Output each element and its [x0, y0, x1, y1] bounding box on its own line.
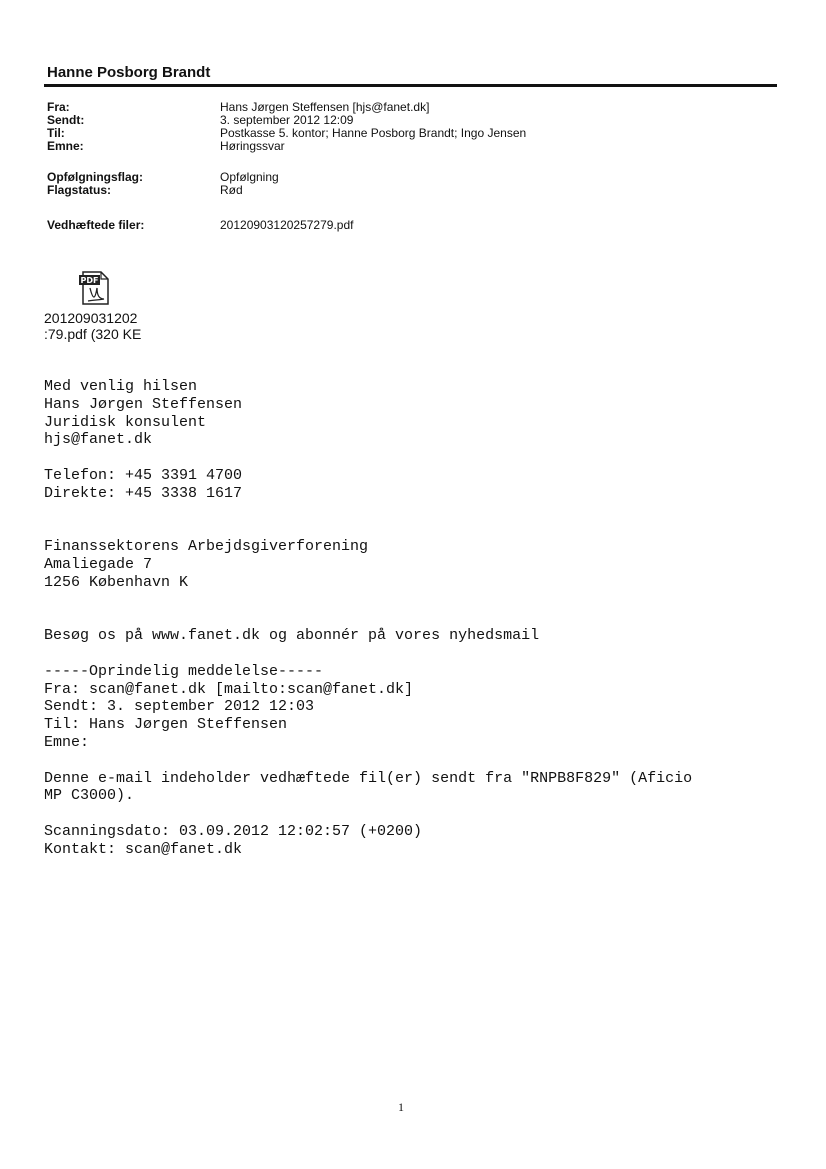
body-line [44, 805, 692, 823]
attachments-value[interactable]: 20120903120257279.pdf [220, 218, 354, 232]
body-line [44, 449, 692, 467]
subject-value: Høringssvar [220, 139, 285, 153]
body-line: Kontakt: scan@fanet.dk [44, 840, 243, 858]
body-line [44, 592, 692, 610]
body-line: Finanssektorens Arbejdsgiverforening [44, 538, 369, 556]
to-label: Til: [47, 126, 65, 140]
body-line [44, 752, 692, 770]
body-line: Hans Jørgen Steffensen [44, 395, 243, 413]
attachment-filename [44, 310, 162, 342]
body-line [44, 520, 692, 538]
subject-label: Emne: [47, 139, 84, 153]
to-value: Postkasse 5. kontor; Hanne Posborg Brandt; Ingo Jensen [220, 126, 527, 140]
body-line [44, 609, 692, 627]
pdf-icon-text: PDF [80, 276, 99, 285]
sent-value: 3. september 2012 12:09 [220, 113, 354, 127]
body-line: Besøg os på www.fanet.dk og abonnér på vores nyhedsmail [44, 627, 540, 645]
body-line: Fra: scan@fanet.dk [mailto:scan@fanet.dk] [44, 680, 414, 698]
followup-label: Opfølgningsflag: [47, 170, 143, 184]
mailbox-owner-name: Hanne Posborg Brandt [47, 64, 211, 81]
attachments-label: Vedhæftede filer: [47, 218, 145, 232]
from-label: Fra: [47, 100, 70, 114]
body-line: Scanningsdato: 03.09.2012 12:02:57 (+0200) [44, 822, 423, 840]
body-line: Til: Hans Jørgen Steffensen [44, 716, 288, 734]
attachment-name-line-1: 201209031202 [44, 310, 138, 326]
sent-label: Sendt: [47, 113, 85, 127]
pdf-file-icon [77, 270, 113, 306]
body-line: Amaliegade 7 [44, 555, 153, 573]
body-line: -----Oprindelig meddelelse----- [44, 662, 324, 680]
body-line: 1256 København K [44, 573, 189, 591]
body-line: Juridisk konsulent [44, 413, 207, 431]
body-line: MP C3000). [44, 787, 135, 805]
body-line: Med venlig hilsen [44, 378, 198, 395]
flagstatus-value: Rød [220, 183, 243, 197]
header-divider [44, 84, 777, 87]
flagstatus-label: Flagstatus: [47, 183, 112, 197]
body-line: Denne e-mail indeholder vedhæftede fil(er) sendt fra "RNPB8F829" (Aficio [44, 769, 693, 787]
body-line: Telefon: +45 3391 4700 [44, 466, 243, 484]
followup-value: Opfølgning [220, 170, 279, 184]
body-line: Direkte: +45 3338 1617 [44, 484, 243, 502]
body-line [44, 503, 692, 521]
body-line [44, 645, 692, 663]
body-line: hjs@fanet.dk [44, 431, 153, 449]
email-body [44, 378, 692, 859]
from-value: Hans Jørgen Steffensen [hjs@fanet.dk] [220, 100, 430, 114]
attachment-name-line-2: :79.pdf (320 KE [44, 326, 142, 342]
body-line: Emne: [44, 733, 90, 751]
page-number: 1 [398, 1100, 404, 1114]
body-line: Sendt: 3. september 2012 12:03 [44, 698, 315, 716]
